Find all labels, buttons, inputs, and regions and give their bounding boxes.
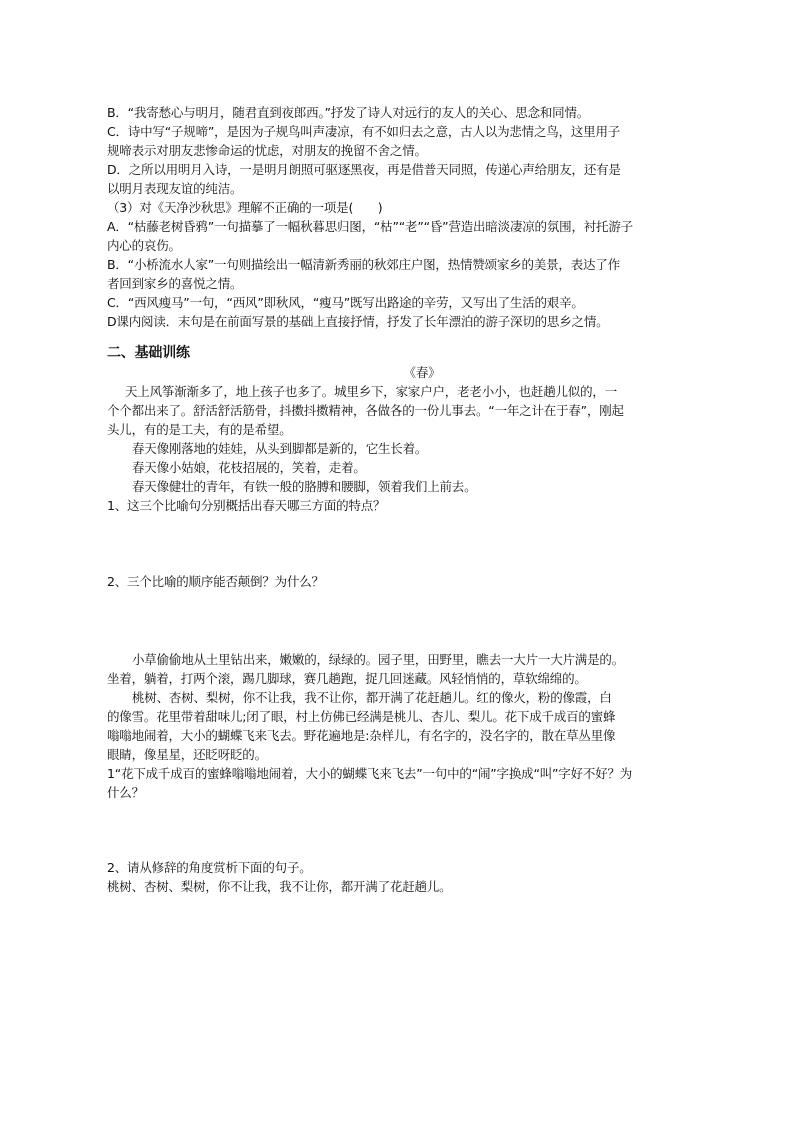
answer-space xyxy=(107,591,697,650)
section-three-question-2-sentence: 桃树、杏树、梨树，你不让我，我不让你，都开满了花赶趟儿。 xyxy=(107,879,452,894)
passage-title: 《春》 xyxy=(403,365,441,380)
passage-paragraph-4: 春天像健壮的青年，有铁一般的胳膊和腰脚，领着我们上前去。 xyxy=(132,479,477,494)
section-three-question-2: 2、请从修辞的角度赏析下面的句子。 xyxy=(107,860,312,875)
question-3-option-b-line2: 者回到家乡的喜悦之情。 xyxy=(107,276,243,291)
passage-paragraph-1-line2: 个个都出来了。舒活舒活筋骨，抖擞抖擞精神，各做各的一份儿事去。“一年之计在于春”，刚起 xyxy=(107,403,624,418)
passage-paragraph-1-line1: 天上风筝渐渐多了，地上孩子也多了。城里乡下，家家户户，老老小小，也赶趟儿似的，一 xyxy=(125,384,618,399)
passage-2-paragraph-2-line1: 桃树、杏树、梨树，你不让我，我不让你，都开满了花赶趟儿。红的像火，粉的像霞，白 xyxy=(132,690,612,705)
question-3-option-a-line2: 内心的哀伤。 xyxy=(107,238,181,253)
option-d-line2: 以明月表现友谊的纯洁。 xyxy=(107,181,243,196)
passage-paragraph-3: 春天像小姑娘，花枝招展的，笑着，走着。 xyxy=(132,460,366,475)
section-two-question-1: 1、这三个比喻句分别概括出春天哪三方面的特点？ xyxy=(107,498,386,513)
answer-space xyxy=(107,515,697,572)
question-3-option-d: D课内阅读．末句是在前面写景的基础上直接抒情，抒发了长年漂泊的游子深切的思乡之情。 xyxy=(107,314,609,329)
answer-space xyxy=(107,802,697,858)
question-3-stem: （3）对《天净沙秋思》理解不正确的一项是( ) xyxy=(107,200,383,215)
document-body xyxy=(107,103,697,896)
option-b: B．“我寄愁心与明月，随君直到夜郎西。”抒发了诗人对远行的友人的关心、思念和同情。 xyxy=(107,105,590,120)
section-heading: 二、基础训练 xyxy=(107,345,190,361)
passage-paragraph-1-line3: 头儿，有的是工夫，有的是希望。 xyxy=(107,422,292,437)
section-three-question-1-line2: 什么？ xyxy=(107,785,144,800)
passage-2-paragraph-2-line4: 眼睛，像星星，还眨呀眨的。 xyxy=(107,747,267,762)
passage-2-paragraph-2-line2: 的像雪。花里带着甜味儿;闭了眼，村上仿佛已经满是桃儿、杏儿、梨儿。花下成千成百的蜜蜂 xyxy=(107,709,616,724)
section-two-question-2: 2、三个比喻的顺序能否颠倒？为什么？ xyxy=(107,574,324,589)
passage-2-paragraph-1-line1: 小草偷偷地从土里钻出来，嫩嫩的，绿绿的。园子里，田野里，瞧去一大片一大片满是的。 xyxy=(132,652,625,667)
passage-2-paragraph-1-line2: 坐着，躺着，打两个滚，踢几脚球，赛几趟跑，捉几回迷藏。风轻悄悄的，草软绵绵的。 xyxy=(107,671,587,686)
passage-2-paragraph-2-line3: 嗡嗡地闹着，大小的蝴蝶飞来飞去。野花遍地是:杂样儿，有名字的，没名字的，散在草丛里像 xyxy=(107,728,616,743)
option-d-line1: D．之所以用明月入诗，一是明月朗照可驱逐黑夜，再是借普天同照，传递心声给朋友，还有是 xyxy=(107,162,621,177)
passage-paragraph-2: 春天像刚落地的娃娃，从头到脚都是新的，它生长着。 xyxy=(132,441,428,456)
section-three-question-1-line1: 1“花下成千成百的蜜蜂嗡嗡地闹着，大小的蝴蝶飞来飞去”一句中的“闹”字换成“叫”字好不好？为 xyxy=(107,766,633,781)
option-c-line1: C．诗中写“子规啼”，是因为子规鸟叫声凄凉，有不如归去之意，古人以为悲情之鸟，这里用子 xyxy=(107,124,621,139)
question-3-option-b-line1: B．“小桥流水人家”一句则描绘出一幅清新秀丽的秋郊庄户图，热情赞颂家乡的美景，表达了作 xyxy=(107,257,620,272)
option-c-line2: 规啼表示对朋友悲惨命运的忧虑，对朋友的挽留不舍之情。 xyxy=(107,143,427,158)
question-3-option-c: C．“西风瘦马”一句，“西风”即秋风，“瘦马”既写出路途的辛劳，又写出了生活的艰辛。 xyxy=(107,295,584,310)
question-3-option-a-line1: A．“枯藤老树昏鸦”一句描摹了一幅秋暮思归图，“枯”“老”“昏”营造出暗淡凄凉的氛围，衬托游子 xyxy=(107,219,633,234)
